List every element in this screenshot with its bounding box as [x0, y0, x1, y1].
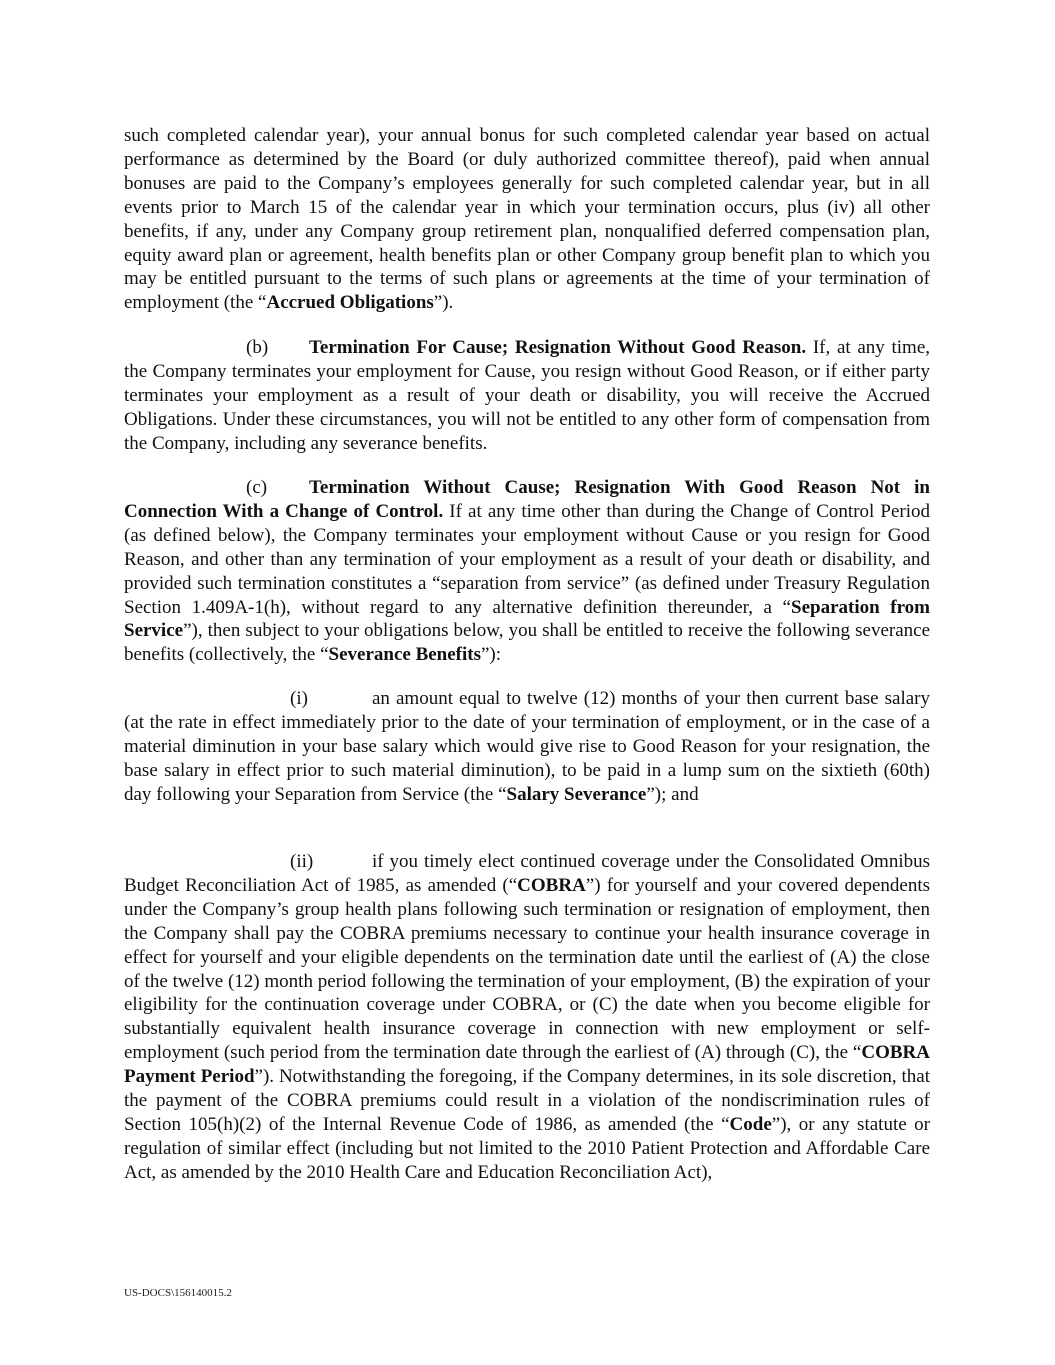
paragraph-c-text-2: ”), then subject to your obligations below, you shall be entitled to receive the following severance benefits (collectively, the “ [124, 620, 930, 666]
document-footer-id: US-DOCS\156140015.2 [124, 1287, 232, 1299]
defined-term-severance-benefits: Severance Benefits [328, 644, 481, 666]
subparagraph-ii-number: (ii) [290, 851, 314, 872]
subparagraph-i [124, 687, 930, 807]
paragraph-c-heading: Termination Without Cause; Resignation With Good Reason Not in Connection With a Change of Control. [124, 477, 930, 522]
subparagraph-i-text-end: ”); and [646, 783, 699, 805]
paragraph-b-text: If, at any time, the Company terminates your employment for Cause, you resign without Good Reason, or if either party terminates your employment as a result of your death or disability, you will receive the Accrued Obligations. Under these circumstances, you will not be entitled to any other form of compensation from the Company, including any severance benefits. [124, 337, 931, 454]
defined-term-cobra: COBRA [517, 874, 586, 896]
paragraph-a [124, 124, 930, 315]
paragraph-c [124, 476, 930, 667]
paragraph-c-text: If at any time other than during the Change of Control Period (as defined below), the Company terminates your employment without Cause or you resign for Good Reason, and other than any termination of your employment as a result of your death or disability, and provided such termination constitutes a “separation from service” (as defined under Treasury Regulation Section 1.409A-1(h), without regard to any alternative definition thereunder, a “ [124, 500, 930, 618]
defined-term-code: Code [729, 1113, 772, 1135]
paragraph-b-heading: Termination For Cause; Resignation Without Good Reason. [309, 337, 807, 358]
subparagraph-ii-text-3: ”). Notwithstanding the foregoing, if the Company determines, in its sole discretion, that the payment of the COBRA premiums could result in a violation of the nondiscrimination rules of Section 105(h)(2) of the Internal Revenue Code of 1986, as amended (the “ [124, 1066, 931, 1135]
subparagraph-ii-text: if you timely elect continued coverage under the Consolidated Omnibus Budget Reconciliation Act of 1985, as amended (“ [124, 851, 930, 896]
paragraph-a-text-end: ”). [433, 292, 454, 314]
defined-term-cobra-payment-period: COBRA Payment Period [124, 1042, 930, 1088]
subparagraph-i-text: an amount equal to twelve (12) months of your then current base salary (at the rate in effect immediately prior to the date of your termination of employment, or in the case of a material diminution in your base salary which would give rise to Good Reason for your resignation, the base salary in effect prior to such material diminution), to be paid in a lump sum on the sixtieth (60th) day following your Separation from Service (the “ [124, 688, 930, 805]
defined-term-salary-severance: Salary Severance [506, 783, 647, 805]
paragraph-b [124, 336, 930, 456]
paragraph-a-text: such completed calendar year), your annual bonus for such completed calendar year based on actual performance as determined by the Board (or duly authorized committee thereof), paid when annual bonuses are paid to the Company’s employees generally for such completed calendar year, but in all events prior to March 15 of the calendar year in which your termination occurs, plus (iv) all other benefits, if any, under any Company group retirement plan, nonqualified deferred compensation plan, equity award plan or agreement, health benefits plan or other Company group benefit plan to which you may be entitled pursuant to the terms of such plans or agreements at the time of your termination of employment (the “ [124, 125, 930, 314]
defined-term-separation-from-service: Separation from Service [124, 596, 931, 642]
defined-term-accrued-obligations: Accrued Obligations [266, 292, 434, 314]
paragraph-b-number: (b) [246, 337, 269, 358]
subparagraph-i-number: (i) [290, 688, 308, 709]
subparagraph-ii [124, 850, 930, 1185]
subparagraph-ii-text-2: ”) for yourself and your covered dependents under the Company’s group health plans following such termination or resignation of employment, then the Company shall pay the COBRA premiums necessary to continue your health insurance coverage in effect for yourself and your eligible dependents on the termination date until the earliest of (A) the close of the twelve (12) month period following the termination of your employment, (B) the expiration of your eligibility for the continuation coverage under COBRA, or (C) the date when you become eligible for substantially equivalent health insurance coverage in connection with new employment or self-employment (such period from the termination date through the earliest of (A) through (C), the “ [124, 874, 930, 1064]
subparagraph-ii-text-4: ”), or any statute or regulation of similar effect (including but not limited to the 2010 Patient Protection and Affordable Care Act, as amended by the 2010 Health Care and Education Reconciliation Act), [124, 1113, 930, 1183]
paragraph-c-text-3: ”): [481, 644, 502, 666]
paragraph-c-number: (c) [246, 477, 268, 498]
